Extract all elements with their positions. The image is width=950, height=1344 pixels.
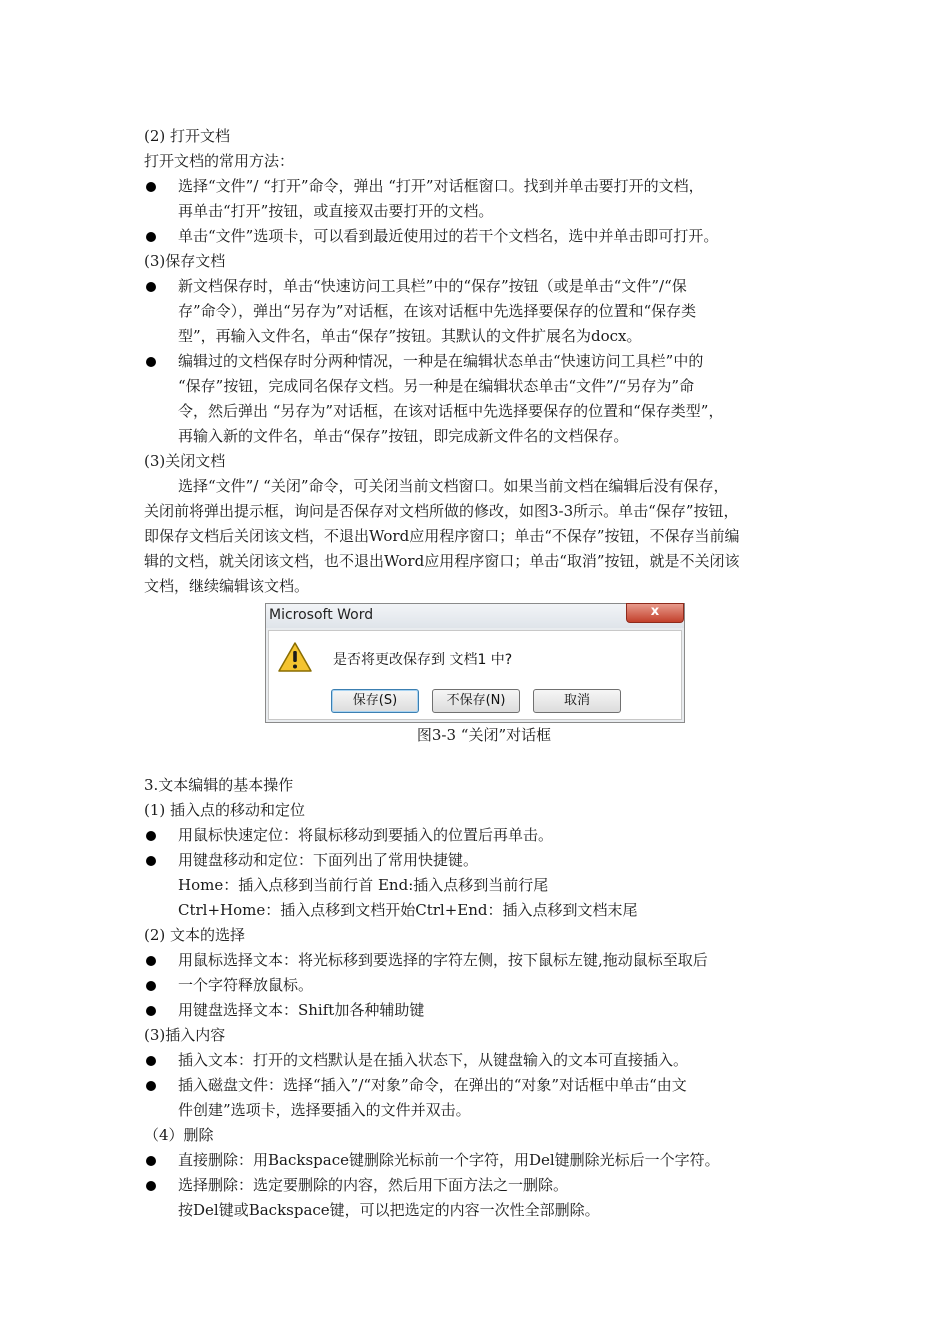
paragraph-line: 关闭前将弹出提示框，询问是否保存对文档所做的修改，如图3-3所示。单击“保存”按钮， [144, 502, 739, 520]
list-item-continuation: 令，然后弹出 “另存为”对话框，在该对话框中先选择要保存的位置和“保存类型”， [178, 402, 724, 420]
save-button[interactable]: 保存(S) [331, 689, 419, 713]
list-item-continuation: 件创建”选项卡，选择要插入的文件并双击。 [178, 1101, 471, 1119]
dialog-title: Microsoft Word [269, 607, 374, 623]
document-page [144, 124, 824, 1223]
list-item: 单击“文件”选项卡，可以看到最近使用过的若干个文档名，选中并单击即可打开。 [144, 224, 824, 249]
save-prompt-dialog [265, 603, 685, 723]
open-heading: (2) 打开文档 [144, 127, 231, 145]
list-item-continuation: 再输入新的文件名，单击“保存”按钮，即完成新文件名的文档保存。 [178, 427, 629, 445]
paragraph-line: 辑的文档，就关闭该文档，也不退出Word应用程序窗口；单击“取消”按钮，就是不关闭该 [144, 552, 740, 570]
list-item-continuation: 再单击“打开”按钮，或直接双击要打开的文档。 [178, 202, 494, 220]
close-heading: (3)关闭文档 [144, 452, 226, 470]
paragraph-line: 选择“文件”/ “关闭”命令，可关闭当前文档窗口。如果当前文档在编辑后没有保存， [178, 477, 729, 495]
list-item: 新文档保存时，单击“快速访问工具栏”中的“保存”按钮（或是单击“文件”/“保 [144, 274, 824, 299]
save-heading: (3)保存文档 [144, 252, 226, 270]
dialog-body [268, 630, 682, 720]
list-item: 选择“文件”/ “打开”命令，弹出 “打开”对话框窗口。找到并单击要打开的文档， [144, 174, 824, 199]
bullet-icon [146, 1181, 156, 1191]
paragraph-line: 文档，继续编辑该文档。 [144, 577, 310, 595]
list-item: 用鼠标快速定位：将鼠标移动到要插入的位置后再单击。 [144, 823, 824, 848]
shortcut-line: Home：插入点移到当前行首 End:插入点移到当前行尾 [178, 876, 549, 894]
open-intro: 打开文档的常用方法： [144, 152, 295, 170]
subsection-heading: (2) 文本的选择 [144, 926, 246, 944]
list-item: 插入磁盘文件：选择“插入”/“对象”命令，在弹出的“对象”对话框中单击“由文 [144, 1073, 824, 1098]
bullet-icon [146, 1056, 156, 1066]
bullet-icon [146, 981, 156, 991]
subsection-heading: （4）删除 [144, 1126, 214, 1144]
close-icon[interactable]: x [626, 603, 684, 623]
warning-icon [277, 641, 313, 673]
dialog-message: 是否将更改保存到 文档1 中? [333, 652, 513, 668]
list-item-continuation: 型”，再输入文件名，单击“保存”按钮。其默认的文件扩展名为docx。 [178, 327, 642, 345]
list-item: 用键盘选择文本：Shift加各种辅助键 [144, 998, 824, 1023]
subsection-heading: (1) 插入点的移动和定位 [144, 801, 306, 819]
list-item: 用鼠标选择文本：将光标移到要选择的字符左侧，按下鼠标左键,拖动鼠标至取后 [144, 948, 824, 973]
bullet-icon [146, 1081, 156, 1091]
list-item: 选择删除：选定要删除的内容，然后用下面方法之一删除。 [144, 1173, 824, 1198]
bullet-icon [146, 831, 156, 841]
cancel-button[interactable]: 取消 [533, 689, 621, 713]
bullet-icon [146, 956, 156, 966]
list-item-continuation: 存”命令），弹出“另存为”对话框，在该对话框中先选择要保存的位置和“保存类 [178, 302, 697, 320]
list-item: 用键盘移动和定位：下面列出了常用快捷键。 [144, 848, 824, 873]
bullet-icon [146, 232, 156, 242]
figure-dialog [144, 603, 824, 723]
bullet-icon [146, 282, 156, 292]
list-item-continuation: “保存”按钮，完成同名保存文档。另一种是在编辑状态单击“文件”/“另存为”命 [178, 377, 695, 395]
list-item: 一个字符释放鼠标。 [144, 973, 824, 998]
list-item: 插入文本：打开的文档默认是在插入状态下，从键盘输入的文本可直接插入。 [144, 1048, 824, 1073]
list-item: 直接删除：用Backspace键删除光标前一个字符，用Del键删除光标后一个字符。 [144, 1148, 824, 1173]
bullet-icon [146, 856, 156, 866]
dont-save-button[interactable]: 不保存(N) [432, 689, 520, 713]
list-item-continuation: 按Del键或Backspace键，可以把选定的内容一次性全部删除。 [178, 1201, 600, 1219]
dialog-titlebar [266, 604, 684, 628]
bullet-icon [146, 1156, 156, 1166]
bullet-icon [146, 1006, 156, 1016]
paragraph-line: 即保存文档后关闭该文档，不退出Word应用程序窗口；单击“不保存”按钮，不保存当前编 [144, 527, 740, 545]
shortcut-line: Ctrl+Home：插入点移到文档开始Ctrl+End：插入点移到文档末尾 [178, 901, 638, 919]
list-item: 编辑过的文档保存时分两种情况，一种是在编辑状态单击“快速访问工具栏”中的 [144, 349, 824, 374]
figure-caption: 图3-3 “关闭”对话框 [416, 726, 552, 744]
bullet-icon [146, 357, 156, 367]
subsection-heading: (3)插入内容 [144, 1026, 226, 1044]
bullet-icon [146, 182, 156, 192]
edit-heading: 3.文本编辑的基本操作 [144, 776, 294, 794]
